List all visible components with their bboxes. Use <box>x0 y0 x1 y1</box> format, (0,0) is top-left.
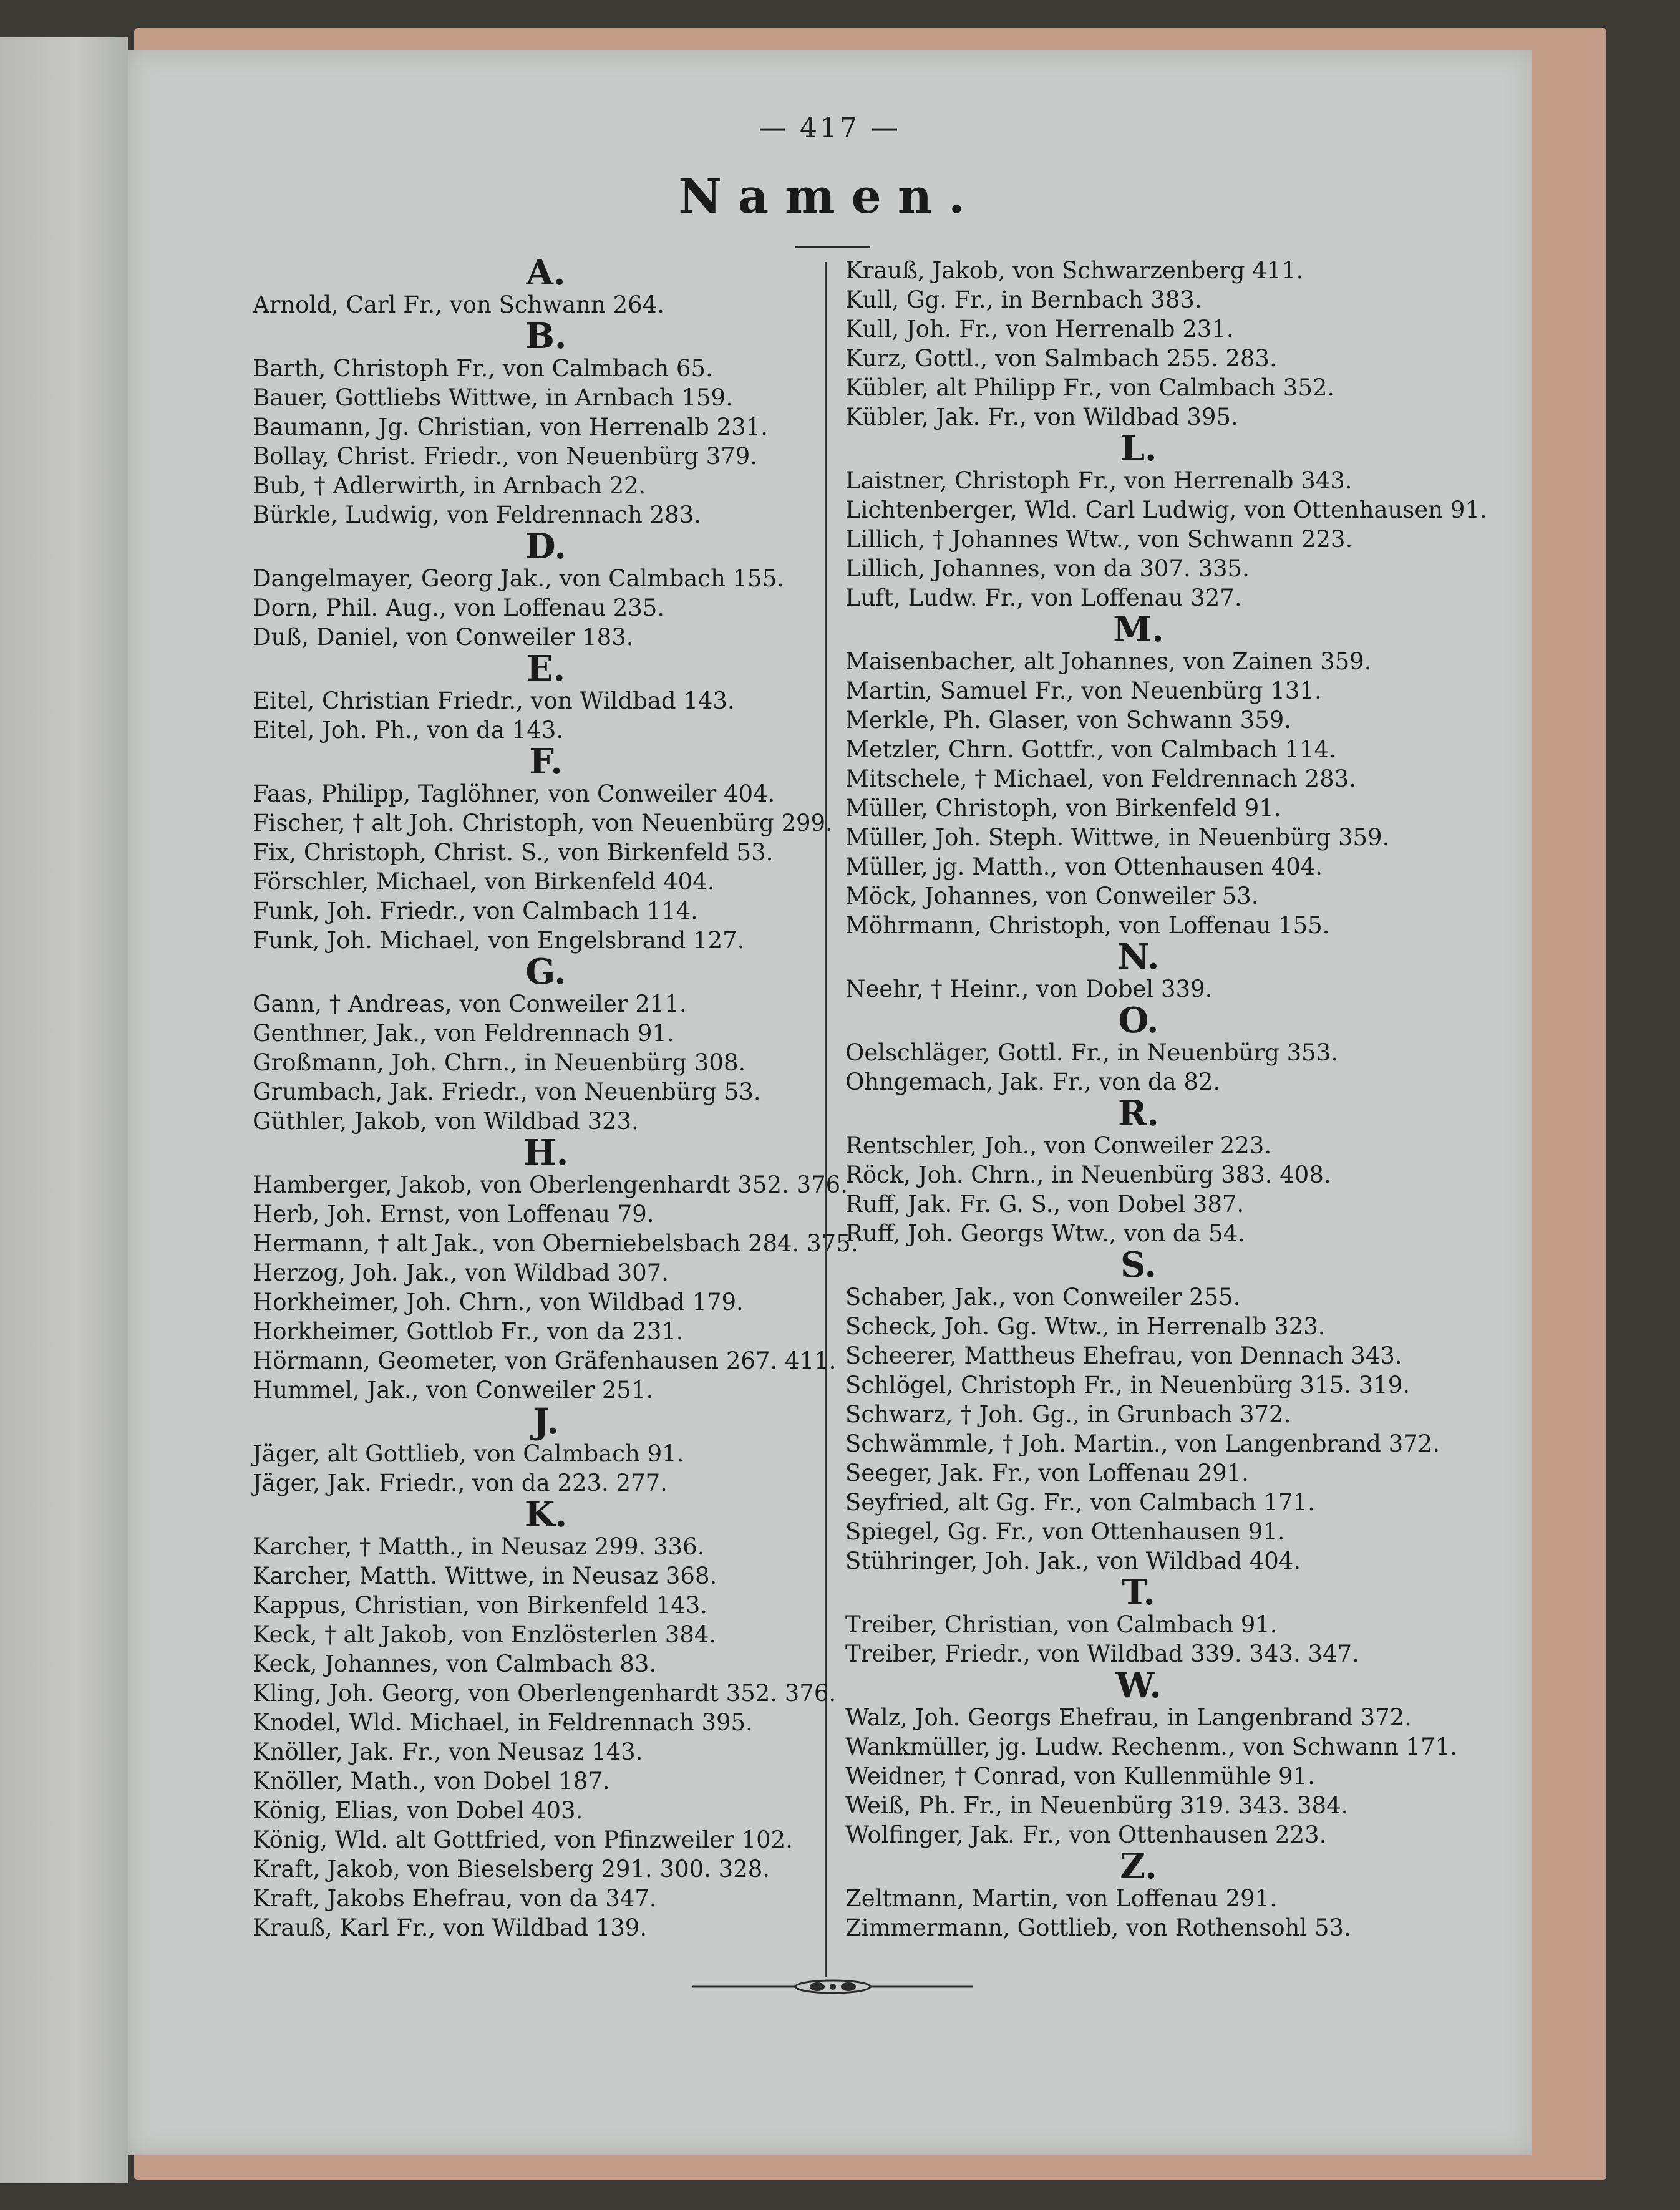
index-entry: Eitel, Joh. Ph., von da 143. <box>253 717 564 744</box>
index-entry: Rentschler, Joh., von Conweiler 223. <box>845 1132 1272 1159</box>
index-entry: König, Wld. alt Gottfried, von Pfinzweiler 102. <box>253 1826 793 1853</box>
index-entry: Wolfinger, Jak. Fr., von Ottenhausen 223. <box>845 1821 1327 1848</box>
index-entry: Schlögel, Christoph Fr., in Neuenbürg 315. 319. <box>845 1372 1411 1398</box>
index-entry: Krauß, Karl Fr., von Wildbad 139. <box>253 1914 648 1941</box>
index-entry: Hummel, Jak., von Conweiler 251. <box>253 1377 654 1403</box>
title-rule <box>795 246 870 248</box>
index-entry: Krauß, Jakob, von Schwarzenberg 411. <box>845 257 1304 284</box>
index-entry: Fischer, † alt Joh. Christoph, von Neuenbürg 299. <box>253 810 833 836</box>
index-entry: Röck, Joh. Chrn., in Neuenbürg 383. 408. <box>845 1161 1331 1188</box>
index-entry: Metzler, Chrn. Gottfr., von Calmbach 114. <box>845 736 1336 763</box>
left-column <box>253 252 876 1942</box>
index-entry: Großmann, Joh. Chrn., in Neuenbürg 308. <box>253 1049 746 1076</box>
index-entry: Kurz, Gottl., von Salmbach 255. 283. <box>845 345 1277 372</box>
section-letter: F. <box>529 741 563 782</box>
index-entry: Weiß, Ph. Fr., in Neuenbürg 319. 343. 384. <box>845 1792 1349 1819</box>
index-entry: Martin, Samuel Fr., von Neuenbürg 131. <box>845 677 1322 704</box>
index-entry: Herzog, Joh. Jak., von Wildbad 307. <box>253 1259 669 1286</box>
index-entry: Arnold, Carl Fr., von Schwann 264. <box>253 291 664 318</box>
index-entry: Schwämmle, † Joh. Martin., von Langenbrand 372. <box>845 1430 1440 1457</box>
index-entry: Funk, Joh. Michael, von Engelsbrand 127. <box>253 927 745 954</box>
index-entry: Wankmüller, jg. Ludw. Rechenm., von Schwann 171. <box>845 1733 1457 1760</box>
index-entry: Jäger, Jak. Friedr., von da 223. 277. <box>253 1470 668 1496</box>
index-entry: Ruff, Joh. Georgs Wtw., von da 54. <box>845 1220 1246 1247</box>
index-entry: Laistner, Christoph Fr., von Herrenalb 343. <box>845 467 1352 494</box>
index-entry: Genthner, Jak., von Feldrennach 91. <box>253 1020 674 1047</box>
section-letter: L. <box>1120 428 1157 469</box>
index-entry: Gann, † Andreas, von Conweiler 211. <box>253 991 687 1017</box>
index-entry: Schwarz, † Joh. Gg., in Grunbach 372. <box>845 1401 1291 1428</box>
left-page-edge <box>0 37 128 2183</box>
index-entry: Lillich, † Johannes Wtw., von Schwann 223. <box>845 526 1353 553</box>
index-entry: Weidner, † Conrad, von Kullenmühle 91. <box>845 1763 1315 1790</box>
index-entry: Baumann, Jg. Christian, von Herrenalb 231. <box>253 414 768 440</box>
index-entry: Keck, † alt Jakob, von Enzlösterlen 384. <box>253 1621 717 1648</box>
index-entry: Seyfried, alt Gg. Fr., von Calmbach 171. <box>845 1489 1315 1516</box>
index-entry: Hermann, † alt Jak., von Oberniebelsbach 284. 375. <box>253 1230 858 1257</box>
section-letter: A. <box>526 252 566 293</box>
section-letter: K. <box>524 1494 568 1535</box>
section-letter: W. <box>1115 1665 1162 1706</box>
section-letter: T. <box>1122 1572 1155 1613</box>
index-entry: Fix, Christoph, Christ. S., von Birkenfeld 53. <box>253 839 774 866</box>
index-entry: Scheck, Joh. Gg. Wtw., in Herrenalb 323. <box>845 1313 1326 1340</box>
index-entry: Knöller, Jak. Fr., von Neusaz 143. <box>253 1738 643 1765</box>
index-entry: Kübler, alt Philipp Fr., von Calmbach 352. <box>845 374 1335 401</box>
section-letter: S. <box>1120 1244 1157 1286</box>
section-letter: M. <box>1113 609 1164 650</box>
index-entry: Ruff, Jak. Fr. G. S., von Dobel 387. <box>845 1191 1245 1218</box>
index-entry: Barth, Christoph Fr., von Calmbach 65. <box>253 355 713 382</box>
section-letter: J. <box>533 1401 559 1442</box>
index-entry: Treiber, Friedr., von Wildbad 339. 343. 347. <box>845 1641 1359 1667</box>
index-entry: Walz, Joh. Georgs Ehefrau, in Langenbrand 372. <box>845 1704 1412 1731</box>
section-letter: H. <box>523 1132 569 1173</box>
index-entry: Kappus, Christian, von Birkenfeld 143. <box>253 1592 708 1619</box>
index-entry: Luft, Ludw. Fr., von Loffenau 327. <box>845 584 1242 611</box>
index-entry: Hamberger, Jakob, von Oberlengenhardt 352. 376. <box>253 1171 848 1198</box>
index-entry: Karcher, Matth. Wittwe, in Neusaz 368. <box>253 1563 717 1589</box>
index-entry: Schaber, Jak., von Conweiler 255. <box>845 1284 1241 1311</box>
index-entry: Bauer, Gottliebs Wittwe, in Arnbach 159. <box>253 384 733 411</box>
right-column <box>845 256 1487 1942</box>
index-entry: Merkle, Ph. Glaser, von Schwann 359. <box>845 707 1292 734</box>
index-entry: Grumbach, Jak. Friedr., von Neuenbürg 53. <box>253 1078 761 1105</box>
index-entry: Güthler, Jakob, von Wildbad 323. <box>253 1108 639 1135</box>
index-entry: Möck, Johannes, von Conweiler 53. <box>845 883 1259 909</box>
index-entry: Müller, Christoph, von Birkenfeld 91. <box>845 795 1281 821</box>
index-entry: Müller, Joh. Steph. Wittwe, in Neuenbürg 359. <box>845 824 1390 851</box>
index-entry: Zeltmann, Martin, von Loffenau 291. <box>845 1885 1277 1912</box>
index-page <box>128 50 1532 2155</box>
index-entry: Spiegel, Gg. Fr., von Ottenhausen 91. <box>845 1518 1285 1545</box>
index-entry: Oelschläger, Gottl. Fr., in Neuenbürg 353. <box>845 1039 1339 1066</box>
ornament-divider <box>692 1974 973 1999</box>
section-letter: Z. <box>1120 1846 1157 1887</box>
index-entry: Stühringer, Joh. Jak., von Wildbad 404. <box>845 1548 1301 1574</box>
index-entry: Treiber, Christian, von Calmbach 91. <box>845 1611 1278 1638</box>
index-entry: Bollay, Christ. Friedr., von Neuenbürg 379. <box>253 443 758 470</box>
index-entry: Seeger, Jak. Fr., von Loffenau 291. <box>845 1460 1249 1486</box>
index-entry: Dangelmayer, Georg Jak., von Calmbach 155. <box>253 565 785 592</box>
index-entry: Hörmann, Geometer, von Gräfenhausen 267. 411. <box>253 1347 837 1374</box>
section-letter: E. <box>526 648 566 689</box>
index-entry: Kull, Gg. Fr., in Bernbach 383. <box>845 286 1202 313</box>
index-entry: Bürkle, Ludwig, von Feldrennach 283. <box>253 502 702 528</box>
index-entry: Duß, Daniel, von Conweiler 183. <box>253 624 634 651</box>
index-entry: Karcher, † Matth., in Neusaz 299. 336. <box>253 1533 705 1560</box>
index-entry: Funk, Joh. Friedr., von Calmbach 114. <box>253 898 698 924</box>
index-entry: Knöller, Math., von Dobel 187. <box>253 1768 610 1795</box>
index-entry: Möhrmann, Christoph, von Loffenau 155. <box>845 912 1330 939</box>
section-letter: N. <box>1117 936 1160 977</box>
index-entry: Ohngemach, Jak. Fr., von da 82. <box>845 1069 1221 1095</box>
section-letter: R. <box>1117 1093 1160 1134</box>
index-entry: Lichtenberger, Wld. Carl Ludwig, von Ottenhausen 91. <box>845 497 1487 523</box>
index-entry: Dorn, Phil. Aug., von Loffenau 235. <box>253 594 665 621</box>
section-letter: G. <box>525 951 566 992</box>
index-entry: Zimmermann, Gottlieb, von Rothensohl 53. <box>845 1914 1351 1941</box>
index-entry: Maisenbacher, alt Johannes, von Zainen 359. <box>845 648 1372 675</box>
page-title: Namen. <box>678 168 981 224</box>
page-number: — 417 — <box>759 112 901 144</box>
index-entry: Herb, Joh. Ernst, von Loffenau 79. <box>253 1201 654 1228</box>
index-entry: Horkheimer, Gottlob Fr., von da 231. <box>253 1318 684 1345</box>
index-entry: Müller, jg. Matth., von Ottenhausen 404. <box>845 853 1323 880</box>
section-letter: O. <box>1118 1000 1159 1041</box>
index-entry: Kraft, Jakob, von Bieselsberg 291. 300. 328. <box>253 1856 770 1883</box>
index-entry: Horkheimer, Joh. Chrn., von Wildbad 179. <box>253 1289 744 1316</box>
index-entry: König, Elias, von Dobel 403. <box>253 1797 583 1824</box>
index-entry: Jäger, alt Gottlieb, von Calmbach 91. <box>253 1440 684 1467</box>
section-letter: D. <box>525 526 567 567</box>
index-entry: Scheerer, Mattheus Ehefrau, von Dennach 343. <box>845 1342 1402 1369</box>
index-entry: Faas, Philipp, Taglöhner, von Conweiler 404. <box>253 780 775 807</box>
index-entry: Neehr, † Heinr., von Dobel 339. <box>845 976 1213 1002</box>
index-entry: Kübler, Jak. Fr., von Wildbad 395. <box>845 404 1238 430</box>
index-entry: Kull, Joh. Fr., von Herrenalb 231. <box>845 316 1234 342</box>
index-entry: Mitschele, † Michael, von Feldrennach 283. <box>845 765 1356 792</box>
index-entry: Eitel, Christian Friedr., von Wildbad 143. <box>253 687 735 714</box>
index-entry: Förschler, Michael, von Birkenfeld 404. <box>253 868 715 895</box>
index-entry: Knodel, Wld. Michael, in Feldrennach 395. <box>253 1709 753 1736</box>
index-entry: Kraft, Jakobs Ehefrau, von da 347. <box>253 1885 657 1912</box>
index-entry: Kling, Joh. Georg, von Oberlengenhardt 352. 376. <box>253 1680 837 1707</box>
index-entry: Bub, † Adlerwirth, in Arnbach 22. <box>253 472 646 499</box>
index-entry: Lillich, Johannes, von da 307. 335. <box>845 555 1250 582</box>
section-letter: B. <box>525 316 567 357</box>
index-entry: Keck, Johannes, von Calmbach 83. <box>253 1650 657 1677</box>
